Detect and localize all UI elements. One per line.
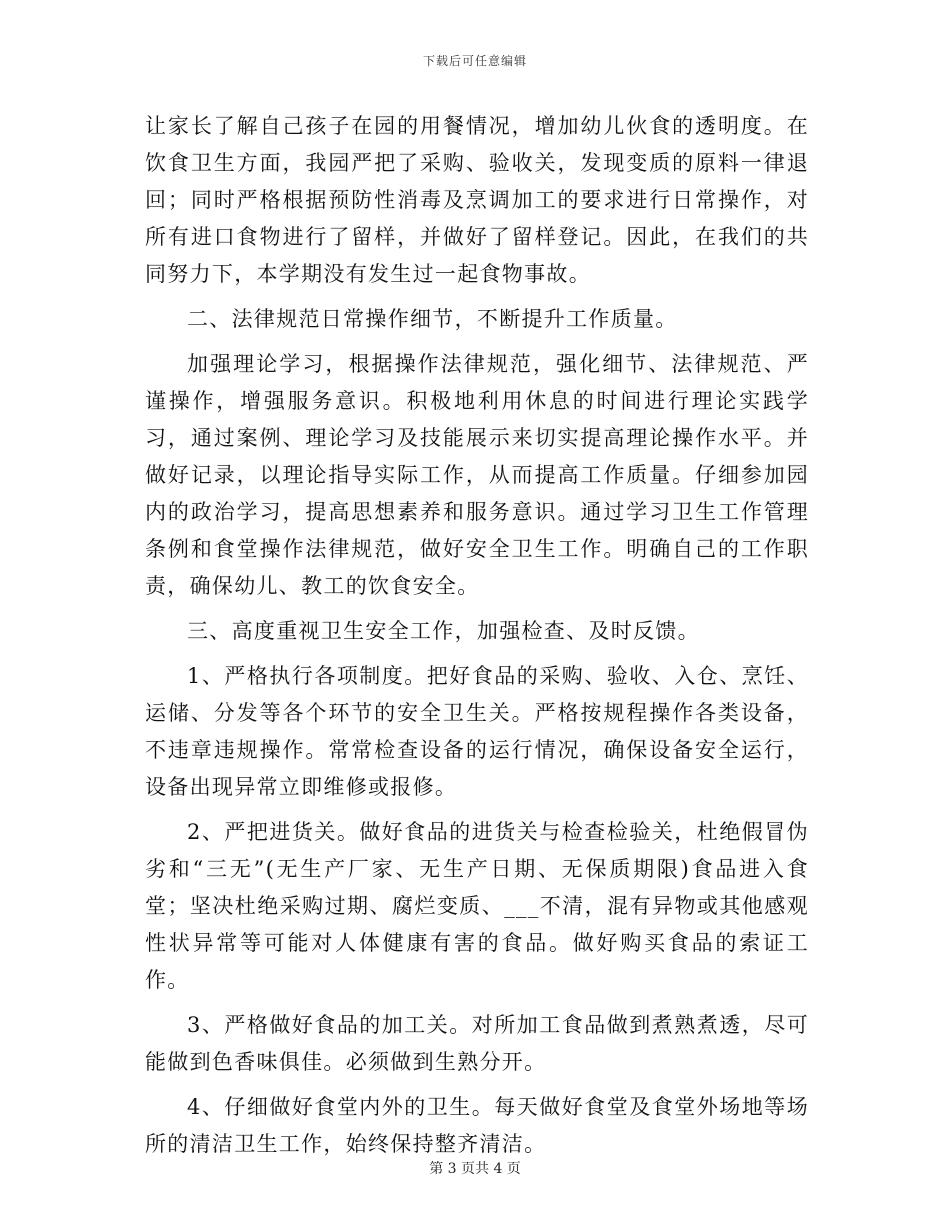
paragraph: 1、严格执行各项制度。把好食品的采购、验收、入仓、烹饪、运储、分发等各个环节的安全卫生关。严格按规程操作各类设备，不违章违规操作。常常检查设备的运行情况，确保设备安全运行，设备出现异常立即维修或报修。 [145,664,809,799]
paragraph: 让家长了解自己孩子在园的用餐情况，增加幼儿伙食的透明度。在饮食卫生方面，我园严把了采购、验收关，发现变质的原料一律退回；同时严格根据预防性消毒及烹调加工的要求进行日常操作，对所有进口食物进行了留样，并做好了留样登记。因此，在我们的共同努力下，本学期没有发生过一起食物事故。 [145,114,809,286]
paragraph: 3、严格做好食品的加工关。对所加工食品做到煮熟煮透，尽可能做到色香味俱佳。必须做到生熟分开。 [145,1013,809,1074]
section-heading: 二、法律规范日常操作细节，不断提升工作质量。 [187,307,678,331]
paragraph: 4、仔细做好食堂内外的卫生。每天做好食堂及食堂外场地等场所的清洁卫生工作，始终保持整齐清洁。 [145,1095,809,1156]
section-heading: 三、高度重视卫生安全工作，加强检查、及时反馈。 [187,619,700,643]
page-footer: 第 3 页共 4 页 [429,1161,521,1177]
document-body [145,108,809,1171]
paragraph: 2、严把进货关。做好食品的进货关与检查检验关，杜绝假冒伪劣和“三无”(无生产厂家、无生产日期、无保质期限)食品进入食堂；坚决杜绝采购过期、腐烂变质、___不清，混有异物或其他感观性状异常等可能对人体健康有害的食品。做好购买食品的索证工作。 [145,820,809,992]
page-header: 下载后可任意编辑 [422,54,527,68]
paragraph: 加强理论学习，根据操作法律规范，强化细节、法律规范、严谨操作，增强服务意识。积极地利用休息的时间进行理论实践学习，通过案例、理论学习及技能展示来切实提高理论操作水平。并做好记录，以理论指导实际工作，从而提高工作质量。仔细参加园内的政治学习，提高思想素养和服务意识。通过学习卫生工作管理条例和食堂操作法律规范，做好安全卫生工作。明确自己的工作职责，确保幼儿、教工的饮食安全。 [145,352,809,598]
